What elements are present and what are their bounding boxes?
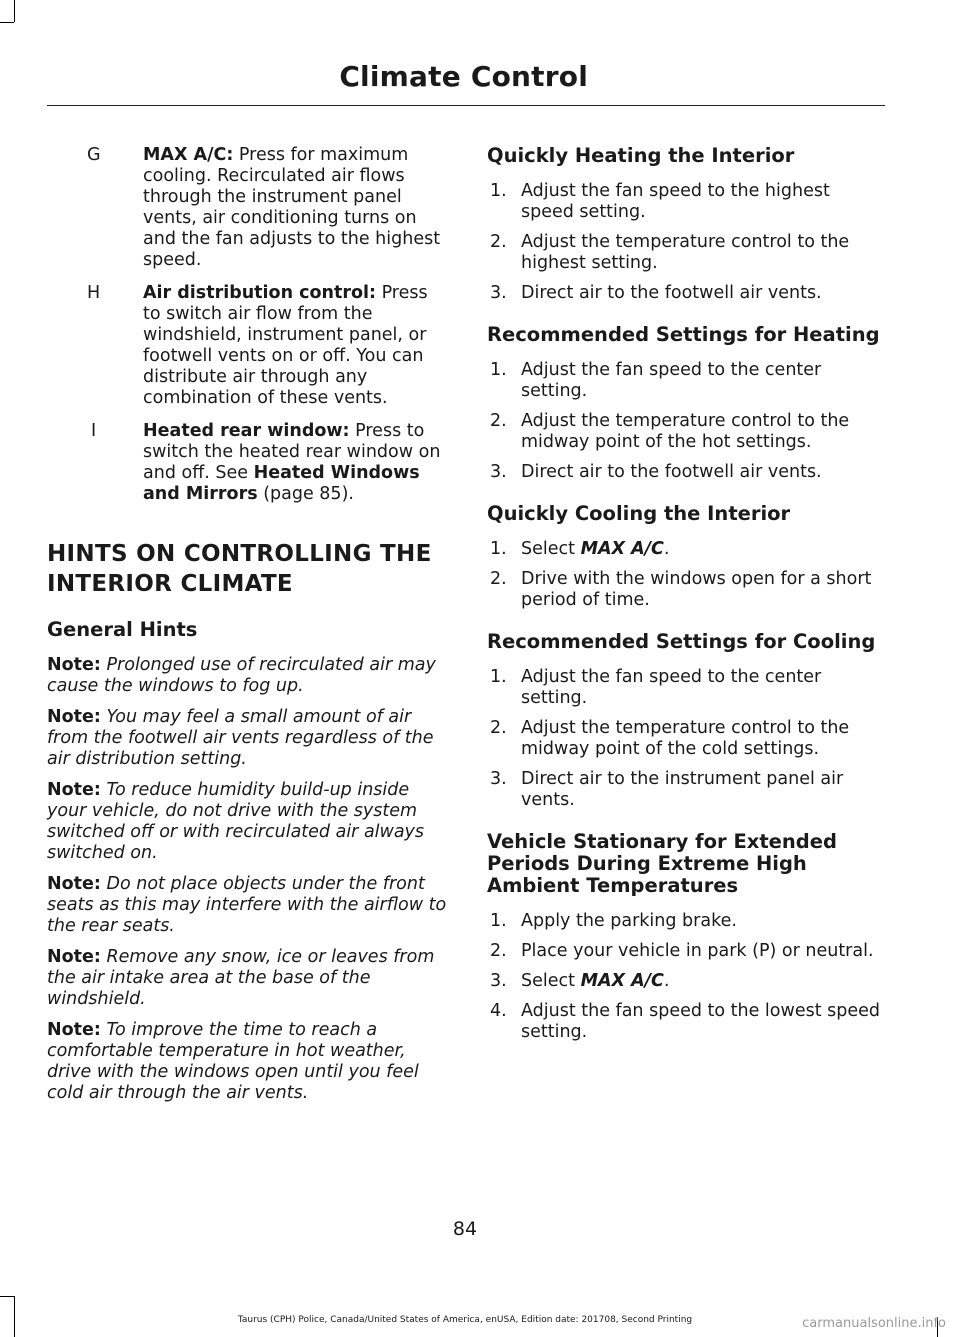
list-item: 1. Apply the parking brake.	[490, 911, 737, 931]
list-item: 3. Direct air to the footwell air vents.	[490, 462, 822, 482]
list-item: 1. Select MAX A/C.	[490, 539, 670, 559]
section-heading: HINTS ON CONTROLLING THE INTERIOR CLIMATE	[47, 541, 432, 597]
recommended-heating-steps	[487, 360, 882, 483]
control-description: Press to switch air flow from the windshield, instrument panel, or footwell vents on or off. You can distribute air through any combination of these vents.	[143, 283, 428, 408]
note: Note: To improve the time to reach a comfortable temperature in hot weather, drive with the windows open until you feel cold air through the air vents.	[47, 1020, 419, 1103]
control-item-h	[47, 283, 447, 409]
list-item: 2. Adjust the temperature control to the midway point of the cold settings.	[490, 718, 850, 759]
control-item-g	[47, 145, 447, 271]
list-item: 4. Adjust the fan speed to the lowest speed setting.	[490, 1001, 880, 1042]
recommended-cooling-steps	[487, 667, 882, 811]
list-item: 2. Adjust the temperature control to the highest setting.	[490, 232, 850, 273]
recommended-cooling-heading: Recommended Settings for Cooling	[487, 630, 876, 653]
list-item: 3. Direct air to the instrument panel air vents.	[490, 769, 844, 810]
crop-mark	[0, 1296, 14, 1297]
control-letter: H	[87, 283, 101, 303]
control-description: Press for maximum cooling. Recirculated air flows through the instrument panel vents, air conditioning turns on and the fan adjusts to the highest speed.	[143, 145, 441, 270]
watermark: carmanualsonline.info	[802, 1316, 946, 1331]
footer-edition-info: Taurus (CPH) Police, Canada/United States of America, enUSA, Edition date: 201708, Second Printing	[237, 1315, 693, 1325]
stationary-vehicle-heading: Vehicle Stationary for Extended Periods During Extreme High Ambient Temperatures	[487, 830, 837, 897]
recommended-heating-heading: Recommended Settings for Heating	[487, 323, 880, 346]
general-hints-heading: General Hints	[47, 618, 198, 641]
list-item: 2. Place your vehicle in park (P) or neutral.	[490, 941, 874, 961]
list-item: 3. Direct air to the footwell air vents.	[490, 283, 822, 303]
page-title: Climate Control	[339, 60, 588, 93]
note: Note: To reduce humidity build-up inside your vehicle, do not drive with the system switched off or with recirculated air always switched on.	[47, 780, 425, 863]
quick-heating-steps	[487, 181, 882, 304]
control-description: Press to switch the heated rear window on and off. See	[143, 421, 441, 483]
list-item: 1. Adjust the fan speed to the highest speed setting.	[490, 181, 830, 222]
control-name: Air distribution control:	[143, 283, 376, 303]
list-item: 3. Select MAX A/C.	[490, 971, 670, 991]
control-letter: I	[91, 421, 97, 441]
list-item: 2. Drive with the windows open for a short period of time.	[490, 569, 872, 610]
quick-heating-heading: Quickly Heating the Interior	[487, 144, 795, 167]
crop-mark	[14, 0, 15, 22]
quick-cooling-steps	[487, 539, 882, 611]
page-number: 84	[452, 1218, 478, 1240]
control-letter: G	[87, 145, 101, 165]
page-reference: (page 85).	[257, 484, 354, 504]
quick-cooling-heading: Quickly Cooling the Interior	[487, 502, 791, 525]
control-name: MAX A/C:	[143, 145, 234, 165]
list-item: 1. Adjust the fan speed to the center setting.	[490, 360, 822, 401]
note: Note: Do not place objects under the front seats as this may interfere with the airflow to the rear seats.	[47, 874, 447, 936]
header-divider	[47, 105, 885, 106]
list-item: 2. Adjust the temperature control to the midway point of the hot settings.	[490, 411, 850, 452]
cross-reference-link[interactable]: Heated Windows and Mirrors	[143, 463, 420, 504]
control-item-i	[47, 421, 447, 505]
crop-mark	[0, 22, 14, 23]
list-item: 1. Adjust the fan speed to the center setting.	[490, 667, 822, 708]
control-name: Heated rear window:	[143, 421, 350, 441]
right-column	[487, 145, 882, 1052]
note: Note: Prolonged use of recirculated air may cause the windows to fog up.	[47, 655, 436, 696]
note: Note: Remove any snow, ice or leaves from the air intake area at the base of the windshield.	[47, 947, 435, 1009]
stationary-vehicle-steps	[487, 911, 882, 1043]
left-column	[47, 145, 447, 1114]
note: Note: You may feel a small amount of air from the footwell air vents regardless of the air distribution setting.	[47, 707, 434, 769]
